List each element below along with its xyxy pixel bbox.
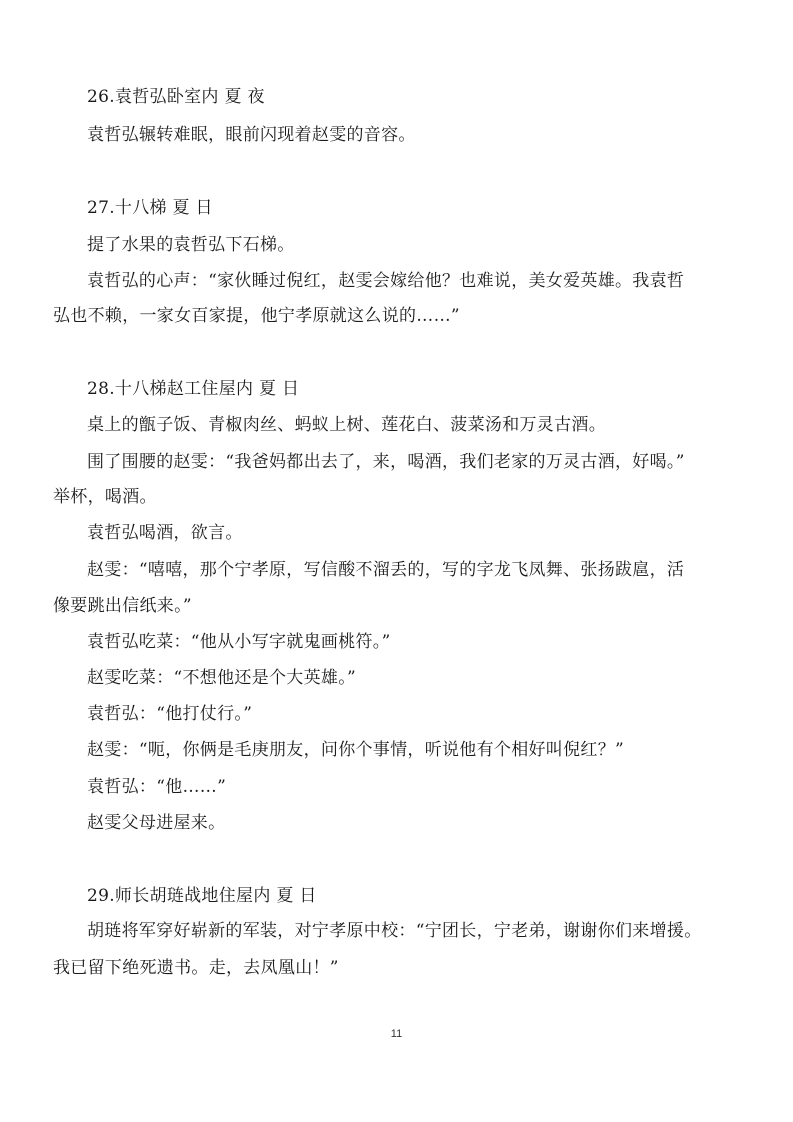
page-number: 11 bbox=[390, 1028, 403, 1040]
script-line: 弘也不赖，一家女百家提，他宁孝原就这么说的……” bbox=[53, 306, 460, 326]
script-line: 桌上的甑子饭、青椒肉丝、蚂蚁上树、莲花白、菠菜汤和万灵古酒。 bbox=[87, 415, 606, 435]
script-line: 胡琏将军穿好崭新的军装，对宁孝原中校：“宁团长，宁老弟，谢谢你们来增援。 bbox=[87, 921, 702, 941]
script-line: 我已留下绝死遗书。走，去凤凰山！” bbox=[53, 958, 339, 978]
script-line: 袁哲弘的心声：“家伙睡过倪红，赵雯会嫁给他？也难说，美女爱英雄。我袁哲 bbox=[87, 271, 685, 291]
script-line: 赵雯：“呃，你俩是毛庚朋友，问你个事情，听说他有个相好叫倪红？” bbox=[87, 740, 624, 760]
script-line: 袁哲弘吃菜：“他从小写字就鬼画桃符。” bbox=[87, 632, 391, 652]
script-line: 围了围腰的赵雯：“我爸妈都出去了，来，喝酒，我们老家的万灵古酒，好喝。” bbox=[87, 452, 685, 472]
script-line: 袁哲弘：“他打仗行。” bbox=[87, 704, 253, 724]
script-line: 赵雯：“嘻嘻，那个宁孝原，写信酸不溜丢的，写的字龙飞凤舞、张扬跋扈，活 bbox=[87, 560, 685, 580]
scene-heading: 26.袁哲弘卧室内 夏 夜 bbox=[87, 87, 265, 107]
script-line: 袁哲弘喝酒，欲言。 bbox=[87, 523, 243, 543]
script-line: 袁哲弘：“他……” bbox=[87, 777, 227, 797]
scene-heading: 28.十八梯赵工住屋内 夏 日 bbox=[87, 379, 300, 399]
script-line: 袁哲弘辗转难眠，眼前闪现着赵雯的音容。 bbox=[87, 125, 416, 145]
script-line: 举杯，喝酒。 bbox=[53, 487, 157, 507]
script-line: 提了水果的袁哲弘下石梯。 bbox=[87, 235, 295, 255]
scene-heading: 29.师长胡琏战地住屋内 夏 日 bbox=[87, 886, 317, 906]
scene-heading: 27.十八梯 夏 日 bbox=[87, 198, 213, 218]
script-line: 像要跳出信纸来。” bbox=[53, 596, 192, 616]
script-line: 赵雯父母进屋来。 bbox=[87, 813, 226, 833]
script-line: 赵雯吃菜：“不想他还是个大英雄。” bbox=[87, 668, 356, 688]
